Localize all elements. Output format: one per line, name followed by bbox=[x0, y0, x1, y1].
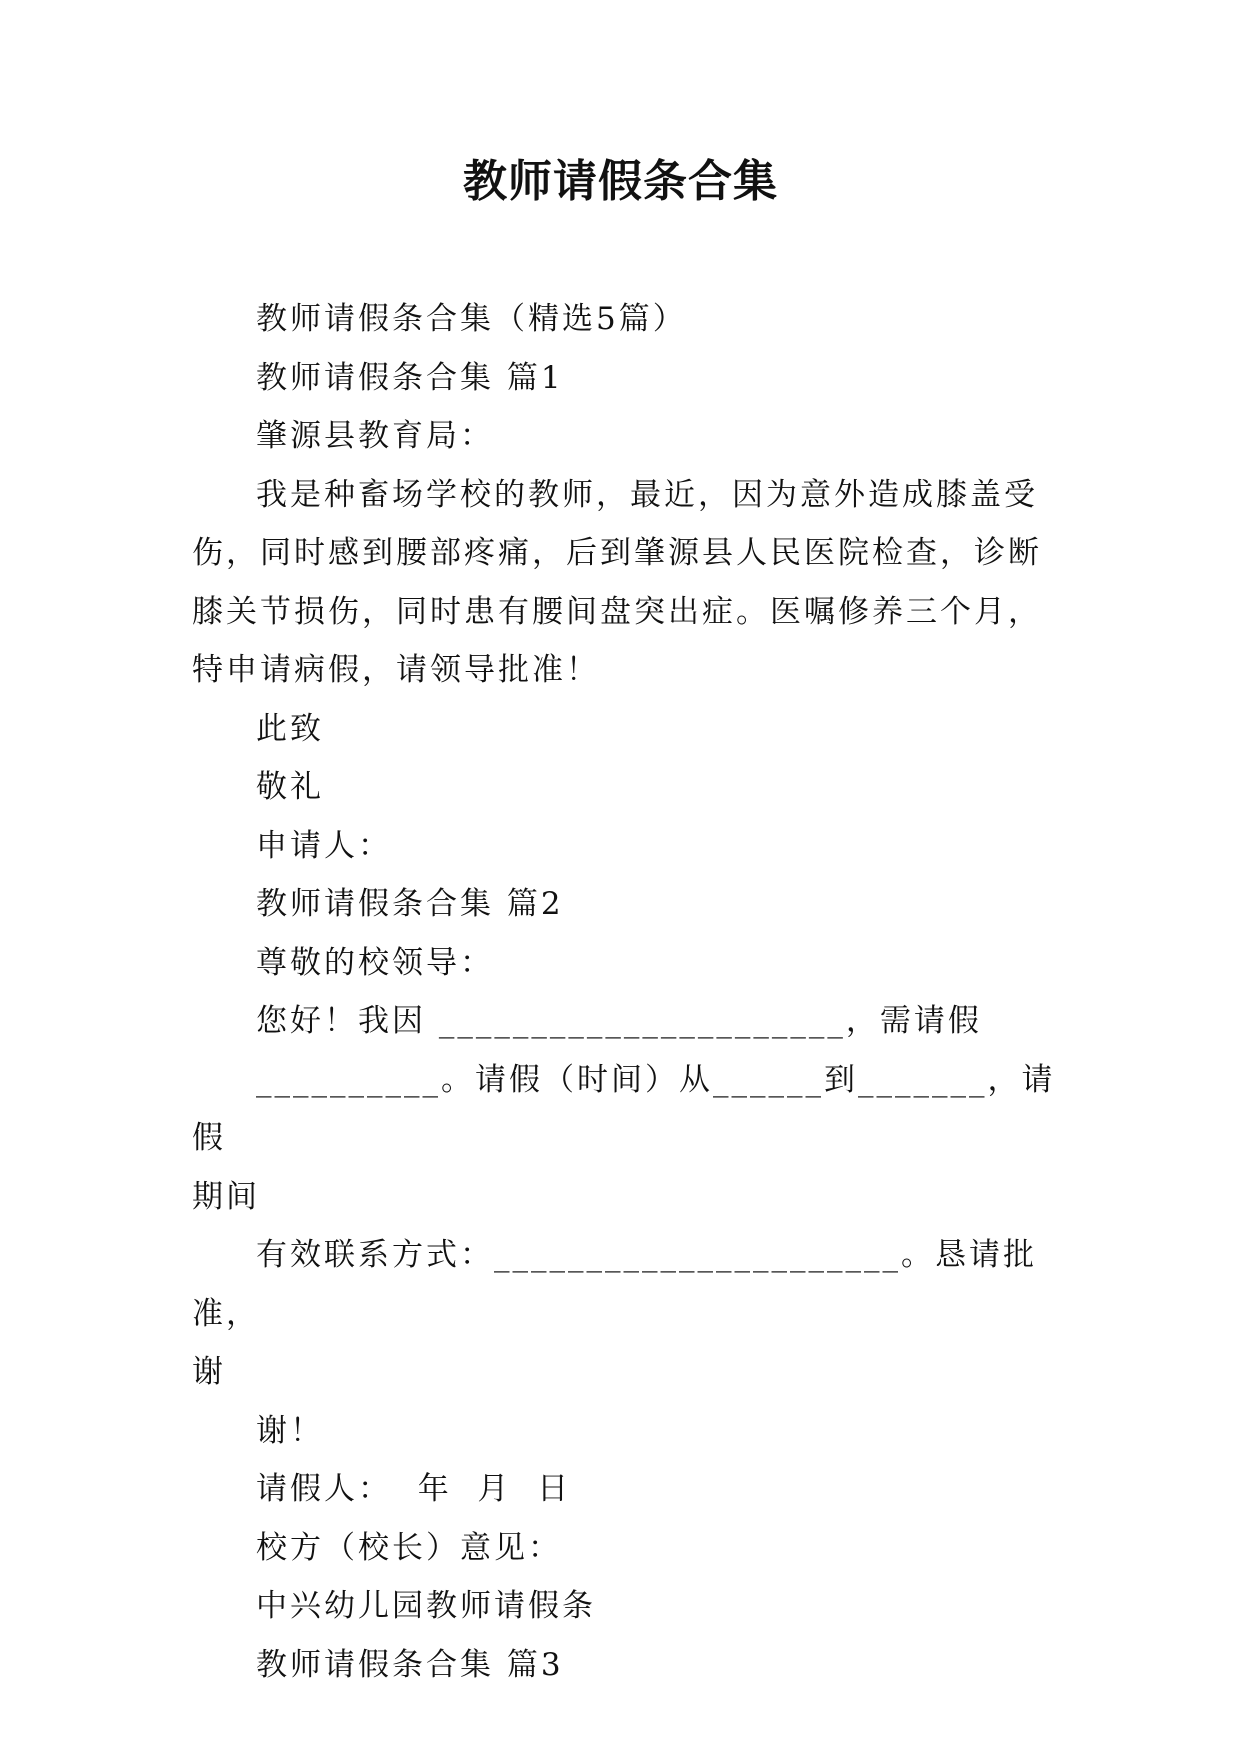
closing-line-1: 此致 bbox=[256, 710, 324, 747]
form-line-contact: 有效联系方式：______________________。恳请批准， bbox=[192, 1237, 1037, 1332]
form-line-reason: 您好！我因 ______________________，需请假 bbox=[256, 1003, 982, 1039]
form-line-period: __________。请假（时间）从______到_______，请假 bbox=[192, 1061, 1056, 1156]
kindergarten-heading: 中兴幼儿园教师请假条 bbox=[256, 1588, 596, 1624]
closing-line-2: 敬礼 bbox=[256, 769, 324, 805]
section-heading-3: 教师请假条合集 篇3 bbox=[256, 1646, 564, 1683]
section-heading-2: 教师请假条合集 篇2 bbox=[256, 886, 564, 922]
form-line-period-cont: 期间 bbox=[192, 1178, 260, 1215]
recipient-line: 肇源县教育局： bbox=[256, 418, 494, 454]
principal-opinion-line: 校方（校长）意见： bbox=[256, 1529, 562, 1566]
applicant-line: 申请人： bbox=[256, 827, 392, 864]
salutation-line: 尊敬的校领导： bbox=[256, 944, 494, 981]
thanks-line: 谢！ bbox=[256, 1412, 324, 1449]
form-line-contact-cont: 谢 bbox=[192, 1354, 226, 1390]
document-body bbox=[192, 290, 1062, 1694]
paragraph-intro: 教师请假条合集（精选5篇） bbox=[256, 301, 687, 337]
document-title: 教师请假条合集 bbox=[463, 156, 778, 207]
letter-body-paragraph: 我是种畜场学校的教师，最近，因为意外造成膝盖受伤，同时感到腰部疼痛，后到肇源县人民医院检查，诊断膝关节损伤，同时患有腰间盘突出症。医嘱修养三个月，特申请病假，请领导批准！ bbox=[192, 476, 1042, 688]
section-heading-1: 教师请假条合集 篇1 bbox=[256, 359, 564, 396]
signature-date-line: 请假人： 年 月 日 bbox=[256, 1471, 572, 1507]
